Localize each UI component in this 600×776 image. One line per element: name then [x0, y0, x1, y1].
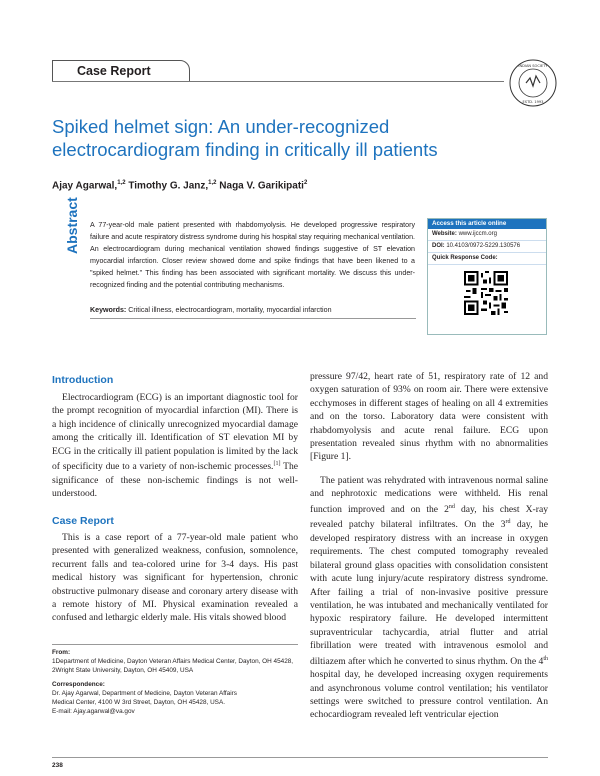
introduction-text: Electrocardiogram (ECG) is an important diagnostic tool for the prompt recognition of myocardial infarction (MI). There is a high incidence of clinically unrecognized myocardial damage among the critically ill. Identification of ST elevation MI by ECG in the critically ill patient population is limited by the lack of specificity due to a variety of non-ischemic processes.[1] The significance of these non-ischemic findings is not well-understood.	[52, 392, 299, 500]
section-tab: Case Report	[52, 60, 190, 82]
page-footer-divider	[52, 757, 548, 758]
author-name: Ajay Agarwal,	[52, 180, 118, 192]
keywords-divider	[90, 318, 416, 319]
case-report-heading: Case Report	[52, 515, 114, 527]
correspondence-line-2: Medical Center, 4100 W 3rd Street, Dayton, OH 45428, USA.	[52, 699, 225, 706]
qr-code-icon	[464, 271, 508, 315]
website-label: Website:	[432, 231, 457, 237]
correspondence-line-1: Dr. Ajay Agarwal, Department of Medicine, Dayton Veteran Affairs	[52, 690, 237, 697]
footnote-block	[52, 648, 298, 716]
right-column-para-2: The patient was rehydrated with intravenous normal saline and nephrotoxic medications were withheld. His renal function improved and on the 2nd day, his chest X-ray revealed patchy bilateral infiltrates. On the 3rd day, he developed respiratory distress with an increase in oxygen requirements. The chest computed tomography revealed bilateral ground glass opacities with consolidation consistent with acute lung injury/acute respiratory distress syndrome. After failing a trial of non-invasive positive pressure ventilation, he was intubated and mechanically ventilated for hypoxic respiratory failure. He developed intermittent supraventricular tachycardia, atrial flutter and atrial fibrillation were treated with intravenous esmolol and diltiazem after which he converted to sinus rhythm. On the 4th hospital day, he developed increasing oxygen requirements and asynchronous volume control ventilation; his ventilator settings were switched to pressure control ventilation. An echocardiogram revealed left ventricular ejection	[310, 475, 548, 721]
footnote-divider	[52, 644, 298, 645]
abstract-label: Abstract	[64, 197, 80, 254]
keywords-list: Critical illness, electrocardiogram, mortality, myocardial infarction	[126, 306, 332, 314]
doi-label: DOI:	[432, 243, 445, 249]
right-column-para-1: pressure 97/42, heart rate of 51, respiratory rate of 12 and oxygen saturation of 93% on room air. There were extensive ecchymoses in different stages of healing on all 4 extremities and on the torso. Laboratory data were consistent with rhabdomyolysis and acute renal failure. ECG upon presentation revealed sinus rhythm with no abnormalities [Figure 1].	[310, 371, 548, 463]
introduction-heading: Introduction	[52, 374, 114, 386]
doi-value[interactable]: 10.4103/0972-5229.130576	[444, 243, 521, 249]
doi-row	[428, 241, 546, 253]
header-divider	[52, 81, 504, 82]
svg-text:INDIAN SOCIETY: INDIAN SOCIETY	[518, 64, 548, 68]
page-number: 238	[52, 762, 63, 769]
website-row	[428, 229, 546, 241]
author-name: Naga V. Garikipati	[216, 180, 304, 192]
author-affiliation: 1,2	[117, 180, 126, 186]
affiliation-text: 1Department of Medicine, Dayton Veteran Affairs Medical Center, Dayton, OH 45428, 2Wright State University, Dayton, OH 45409, USA	[52, 658, 294, 674]
keywords	[90, 305, 415, 315]
correspondence-label: Correspondence:	[52, 681, 105, 688]
author-name: Timothy G. Janz,	[125, 180, 209, 192]
access-box-title: Access this article online	[428, 219, 546, 229]
svg-text:ESTD. 1993: ESTD. 1993	[522, 100, 544, 104]
qr-label: Quick Response Code:	[428, 253, 546, 265]
access-article-box	[427, 218, 547, 335]
case-report-text: This is a case report of a 77-year-old male patient who presented with generalized weakness, confusion, somnolence, recurrent falls and tea-colored urine for 3-4 days. His past medical history was significant for hypertension, chronic obstructive pulmonary disease and coronary artery disease with a remote history of MI. Physical examination revealed a confused and lethargic elderly male. His vitals showed blood	[52, 532, 298, 624]
keywords-label: Keywords:	[90, 306, 127, 314]
website-link[interactable]: www.ijccm.org	[456, 231, 497, 237]
author-list	[52, 180, 552, 191]
abstract-text: A 77-year-old male patient presented with rhabdomyolysis. He developed progressive respiratory failure and acute respiratory distress syndrome during his hospital stay requiring mechanical ventilation. An electrocardiogram during mechanical ventilation showed findings suggestive of ST elevation myocardial infarction. Closer review showed dome and spike findings that have been likened to a "spiked helmet." This finding has been associated with significant mortality. We discuss this under-recognized finding and the potential contributing mechanisms.	[90, 221, 415, 289]
author-affiliation: 2	[303, 180, 308, 186]
citation[interactable]: [1]	[273, 461, 281, 468]
society-seal-logo	[508, 58, 558, 108]
correspondence-email[interactable]: E-mail: Ajay.agarwal@va.gov	[52, 708, 135, 715]
from-label: From:	[52, 649, 71, 656]
article-title: Spiked helmet sign: An under-recognized electrocardiogram finding in critically ill patients	[52, 116, 438, 160]
author-affiliation: 1,2	[208, 180, 217, 186]
